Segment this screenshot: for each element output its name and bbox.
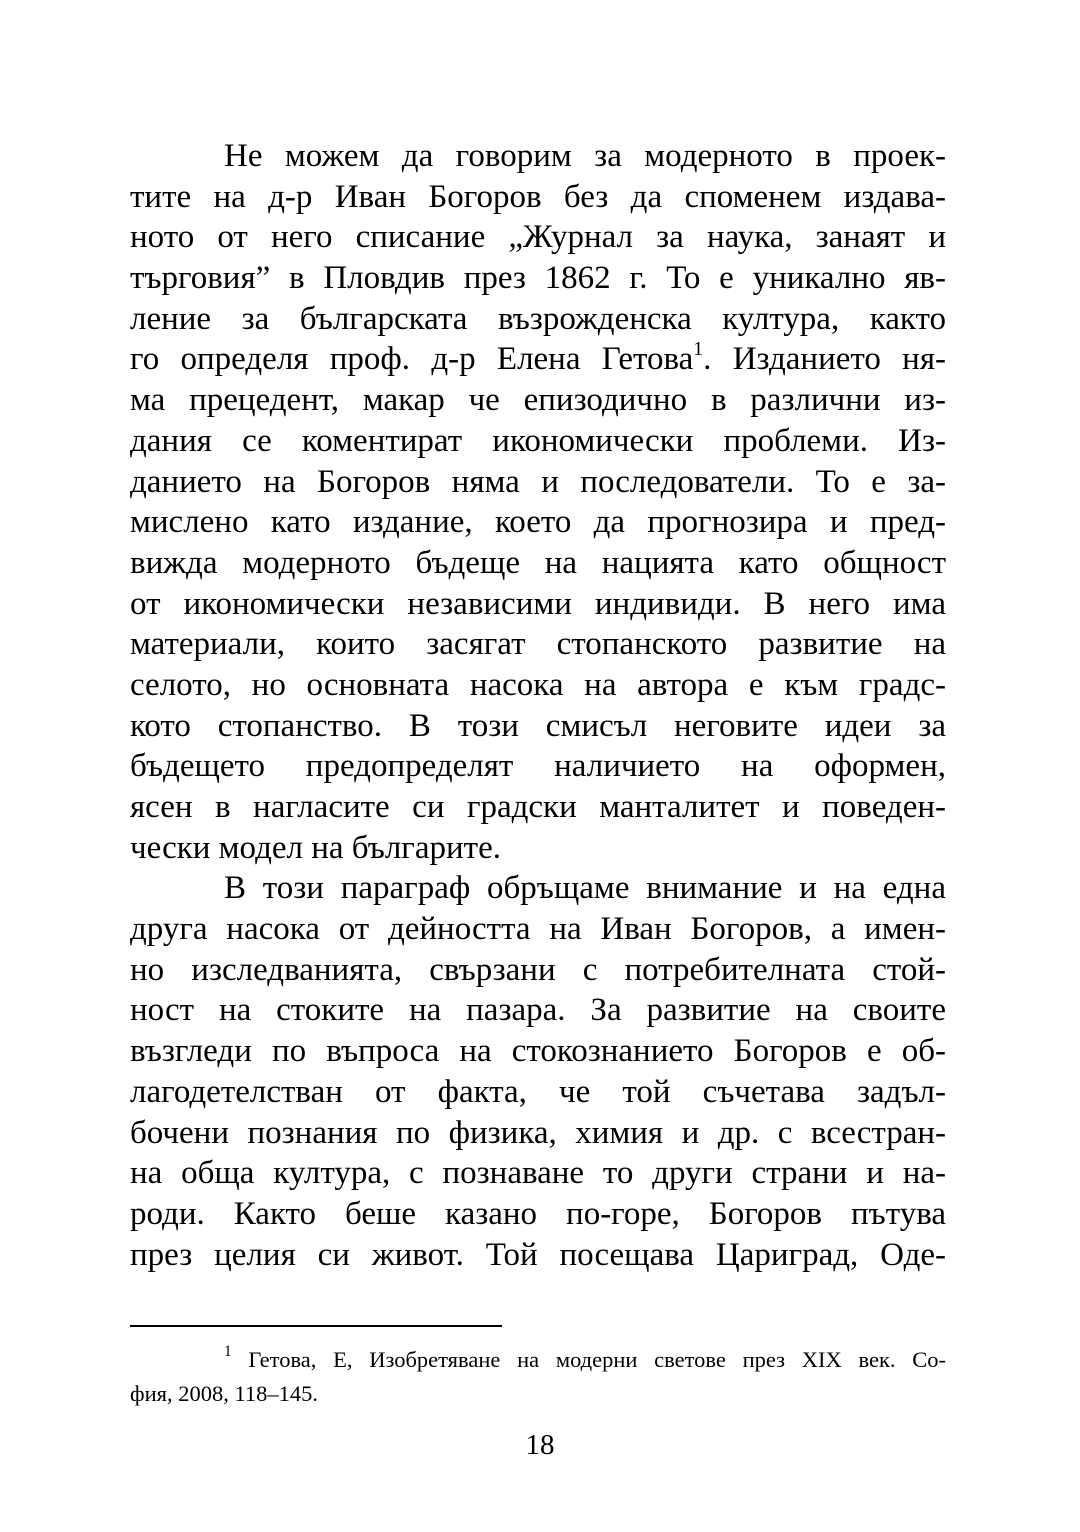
- text-line: чески модел на българите.: [130, 829, 501, 866]
- text-line: вижда модерното бъдеще на нацията като общност: [130, 544, 946, 581]
- text-line: ясен в нагласите си градски манталитет и поведен-: [130, 789, 946, 825]
- text-line: лагодетелстван от факта, че той съчетава задъл-: [130, 1073, 946, 1110]
- footnote-marker[interactable]: 1: [693, 338, 704, 361]
- text-line: роди. Както беше казано по-горе, Богоров пътува: [130, 1195, 946, 1232]
- page-number: 18: [525, 1429, 555, 1461]
- paragraph: [130, 868, 946, 1275]
- text-line: друга насока от дейността на Иван Богоров, а имен-: [130, 911, 946, 948]
- text-line: данието на Богоров няма и последователи. То е за-: [130, 463, 946, 500]
- text-line: В този параграф обръщаме внимание и на една: [224, 870, 946, 907]
- text-line: бочени познания по физика, химия и др. с всестран-: [130, 1114, 946, 1151]
- text-line: селото, но основната насока на автора е към градс-: [130, 666, 946, 703]
- paragraph: [130, 136, 946, 868]
- text-line: възгледи по въпроса на стокознанието Богоров е об-: [130, 1033, 946, 1070]
- footnote-line: $^1$ Гетова, Е, Изобретяване на модерни светове през XIX век. Со-: [224, 1342, 946, 1372]
- text-line: ма прецедент, макар че епизодично в различни из-: [130, 382, 946, 419]
- footnote-line: фия, 2008, 118–145.: [130, 1381, 319, 1406]
- footnote-number: 1: [224, 1342, 232, 1360]
- footnote-separator: [130, 1325, 502, 1327]
- text-line: но изследванията, свързани с потребителната стой-: [130, 951, 946, 988]
- text-line: мислено като издание, което да прогнозира и пред-: [130, 504, 946, 541]
- text-line: от икономически независими индивиди. В него има: [130, 585, 946, 622]
- footnote: [130, 1343, 946, 1411]
- text-line: ност на стоките на пазара. За развитие на своите: [130, 992, 946, 1029]
- text-line: дания се коментират икономически проблеми. Из-: [130, 422, 946, 459]
- text-line: го определя проф. д-р Елена Гетова$^1$. Изданието ня-: [130, 338, 946, 378]
- text-line: търговия” в Пловдив през 1862 г. То е уникално яв-: [130, 260, 946, 297]
- text-line: ното от него списание „Журнал за наука, занаят и: [130, 219, 946, 256]
- text-line: бъдещето предопределят наличието на оформен,: [130, 748, 946, 785]
- text-line: на обща култура, с познаване то други страни и на-: [130, 1155, 946, 1192]
- text-line: ление за българската възрожденска култура, както: [130, 300, 946, 337]
- text-line: през целия си живот. Той посещава Цариград, Оде-: [130, 1236, 946, 1273]
- text-line: кото стопанство. В този смисъл неговите идеи за: [130, 707, 946, 744]
- text-line: тите на д-р Иван Богоров без да споменем издава-: [130, 178, 946, 215]
- body-text: [130, 136, 946, 1275]
- text-line: материали, които засягат стопанското развитие на: [130, 626, 946, 663]
- text-line: Не можем да говорим за модерното в проек-: [224, 138, 946, 174]
